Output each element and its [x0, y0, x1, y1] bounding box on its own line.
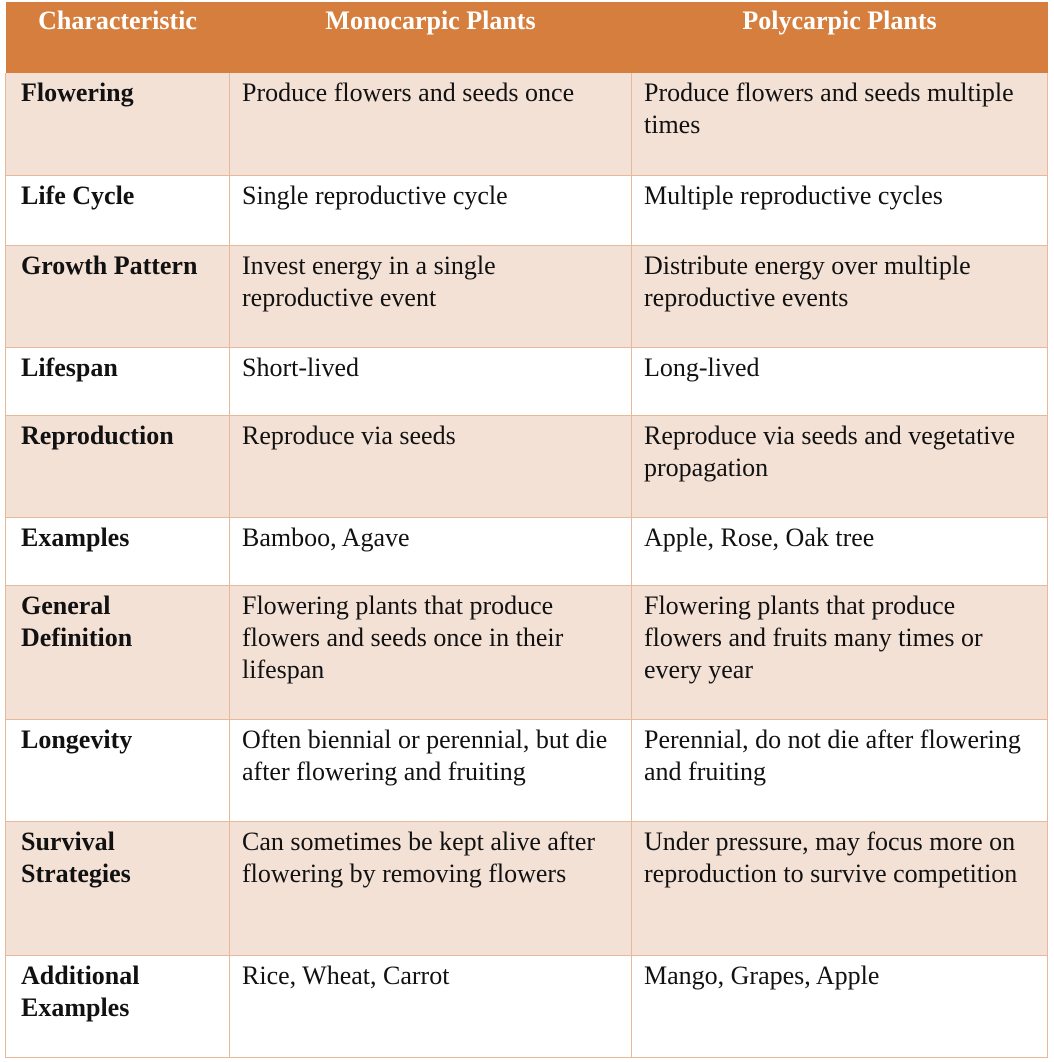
polycarpic-cell: Long-lived — [632, 347, 1048, 415]
comparison-table — [5, 2, 1048, 1058]
header-polycarpic: Polycarpic Plants — [632, 2, 1048, 73]
polycarpic-cell: Produce flowers and seeds multiple times — [632, 73, 1048, 175]
table-row — [6, 955, 1048, 1057]
characteristic-cell: General Definition — [6, 585, 230, 719]
polycarpic-cell: Distribute energy over multiple reproductive events — [632, 245, 1048, 347]
characteristic-cell: Longevity — [6, 719, 230, 821]
monocarpic-cell: Produce flowers and seeds once — [230, 73, 632, 175]
polycarpic-cell: Perennial, do not die after flowering and fruiting — [632, 719, 1048, 821]
monocarpic-cell: Short-lived — [230, 347, 632, 415]
table-row — [6, 245, 1048, 347]
monocarpic-cell: Reproduce via seeds — [230, 415, 632, 517]
monocarpic-cell: Invest energy in a single reproductive event — [230, 245, 632, 347]
monocarpic-cell: Single reproductive cycle — [230, 175, 632, 245]
table-row — [6, 585, 1048, 719]
header-row — [6, 2, 1048, 73]
table-row — [6, 517, 1048, 585]
polycarpic-cell: Flowering plants that produce flowers and fruits many times or every year — [632, 585, 1048, 719]
characteristic-cell: Additional Examples — [6, 955, 230, 1057]
polycarpic-cell: Reproduce via seeds and vegetative propagation — [632, 415, 1048, 517]
header-characteristic: Characteristic — [6, 2, 230, 73]
table-row — [6, 73, 1048, 175]
table-body — [6, 73, 1048, 1057]
polycarpic-cell: Mango, Grapes, Apple — [632, 955, 1048, 1057]
monocarpic-cell: Rice, Wheat, Carrot — [230, 955, 632, 1057]
characteristic-cell: Lifespan — [6, 347, 230, 415]
characteristic-cell: Survival Strategies — [6, 821, 230, 955]
polycarpic-cell: Under pressure, may focus more on reproduction to survive competition — [632, 821, 1048, 955]
polycarpic-cell: Multiple reproductive cycles — [632, 175, 1048, 245]
characteristic-cell: Examples — [6, 517, 230, 585]
characteristic-cell: Reproduction — [6, 415, 230, 517]
monocarpic-cell: Can sometimes be kept alive after flowering by removing flowers — [230, 821, 632, 955]
monocarpic-cell: Often biennial or perennial, but die after flowering and fruiting — [230, 719, 632, 821]
monocarpic-cell: Bamboo, Agave — [230, 517, 632, 585]
table-row — [6, 347, 1048, 415]
table-row — [6, 821, 1048, 955]
monocarpic-cell: Flowering plants that produce flowers and seeds once in their lifespan — [230, 585, 632, 719]
table-header — [6, 2, 1048, 73]
header-monocarpic: Monocarpic Plants — [230, 2, 632, 73]
characteristic-cell: Life Cycle — [6, 175, 230, 245]
characteristic-cell: Growth Pattern — [6, 245, 230, 347]
table-row — [6, 175, 1048, 245]
polycarpic-cell: Apple, Rose, Oak tree — [632, 517, 1048, 585]
table-row — [6, 719, 1048, 821]
characteristic-cell: Flowering — [6, 73, 230, 175]
table-row — [6, 415, 1048, 517]
